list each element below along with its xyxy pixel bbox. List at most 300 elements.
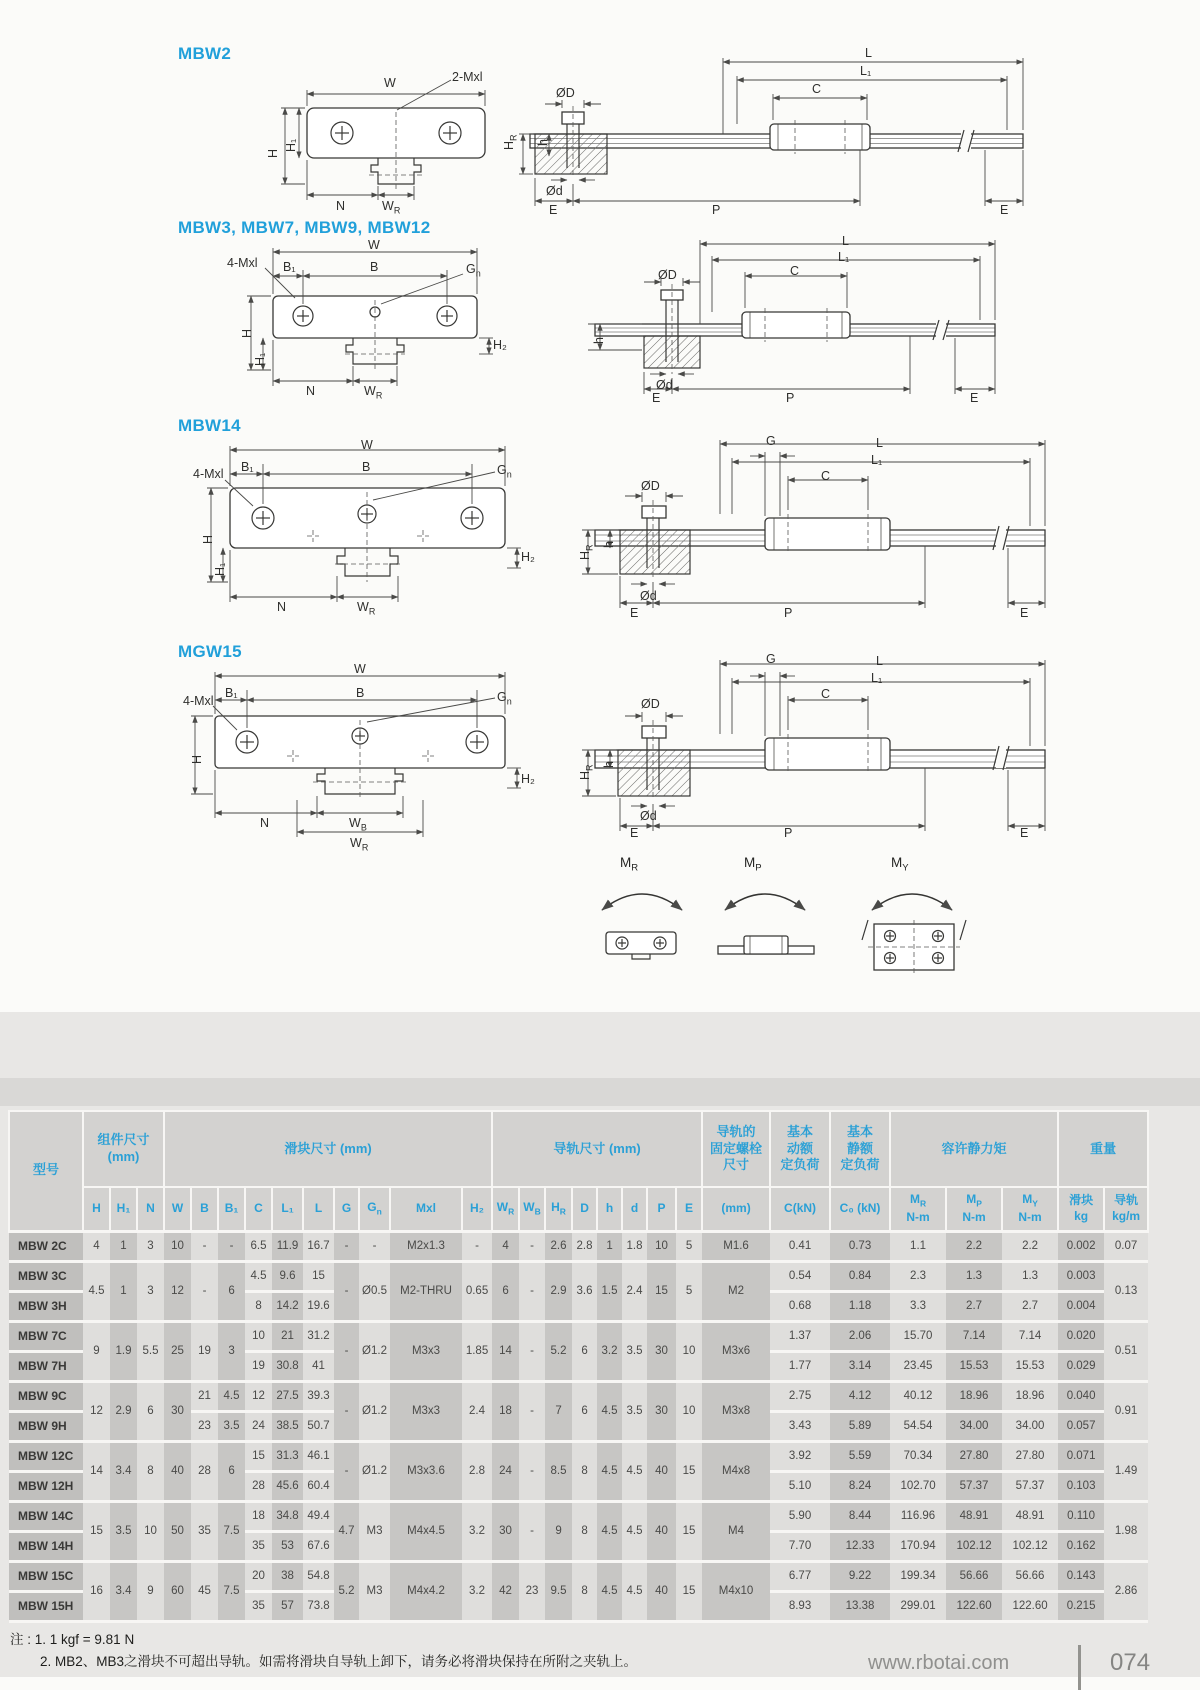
value-cell: 1.9 xyxy=(110,1321,137,1381)
col-header: H₁ xyxy=(110,1187,137,1231)
table-row xyxy=(9,1561,1148,1591)
value-cell: 170.94 xyxy=(890,1531,946,1561)
value-cell: 12.33 xyxy=(830,1531,890,1561)
value-cell: - xyxy=(462,1231,492,1261)
value-cell: 4.5 xyxy=(597,1441,622,1501)
table-row xyxy=(9,1261,1148,1291)
value-cell: 4.5 xyxy=(597,1501,622,1561)
dim-label: H₁ xyxy=(213,562,227,576)
note-line-1: 注 : 1. 1 kgf = 9.81 N xyxy=(10,1632,135,1647)
section-title-mbw3-group: MBW3, MBW7, MBW9, MBW12 xyxy=(178,218,431,237)
value-cell: 0.057 xyxy=(1058,1411,1104,1441)
value-cell: 16 xyxy=(83,1561,110,1621)
col-header-model: 型号 xyxy=(9,1111,83,1231)
table-top-strip xyxy=(0,1078,1200,1106)
dim-label: H xyxy=(190,754,204,764)
value-cell: 40 xyxy=(647,1561,676,1621)
value-cell: 0.41 xyxy=(770,1231,830,1261)
value-cell: 34.00 xyxy=(1002,1411,1058,1441)
value-cell: 122.60 xyxy=(946,1591,1002,1621)
value-cell: 5.5 xyxy=(137,1321,164,1381)
dim-label: N xyxy=(306,384,316,398)
spec-table-body xyxy=(9,1231,1148,1621)
value-cell: 12 xyxy=(83,1381,110,1441)
value-cell: 8.5 xyxy=(545,1441,572,1501)
col-header: C(kN) xyxy=(770,1187,830,1231)
table-row xyxy=(9,1231,1148,1261)
dim-label: h xyxy=(602,761,616,768)
value-cell: 5 xyxy=(676,1231,702,1261)
model-cell: MBW 3C xyxy=(9,1261,83,1291)
dim-label: P xyxy=(784,606,793,620)
col-header: B xyxy=(191,1187,218,1231)
spec-table-header xyxy=(9,1111,1148,1231)
value-cell: 2.9 xyxy=(110,1381,137,1441)
value-cell: M4x4.5 xyxy=(390,1501,462,1561)
value-cell: 199.34 xyxy=(890,1561,946,1591)
value-cell: 4.5 xyxy=(622,1561,647,1621)
value-cell: 15.53 xyxy=(1002,1351,1058,1381)
value-cell: M1.6 xyxy=(702,1231,770,1261)
value-cell: 12 xyxy=(164,1261,191,1321)
dim-label: L xyxy=(865,46,872,60)
dim-label: $H_R$ xyxy=(578,764,595,780)
value-cell: 15 xyxy=(676,1561,702,1621)
dim-label: C xyxy=(790,264,800,278)
value-cell: 38 xyxy=(272,1561,303,1591)
value-cell: 5.90 xyxy=(770,1501,830,1531)
mbw2-side-view-drawing xyxy=(515,50,1045,210)
dim-label: 4-Mxl xyxy=(193,467,224,481)
dim-label: $G_n$ xyxy=(497,690,512,707)
value-cell: 7 xyxy=(545,1381,572,1441)
value-cell: 116.96 xyxy=(890,1501,946,1531)
dim-label: $W_B$ xyxy=(349,816,367,833)
value-cell: 34.8 xyxy=(272,1501,303,1531)
value-cell: - xyxy=(519,1321,545,1381)
dim-label: E xyxy=(1000,203,1009,217)
value-cell: 9 xyxy=(545,1501,572,1561)
value-cell: 18 xyxy=(492,1381,519,1441)
value-cell: - xyxy=(218,1231,245,1261)
value-cell: 31.3 xyxy=(272,1441,303,1471)
value-cell: 1 xyxy=(597,1231,622,1261)
value-cell: 3.5 xyxy=(622,1321,647,1381)
value-cell: 7.5 xyxy=(218,1501,245,1561)
dim-label: 4-Mxl xyxy=(227,256,258,270)
value-cell: Ø1.2 xyxy=(359,1441,390,1501)
value-cell: 15 xyxy=(83,1501,110,1561)
value-cell: 1 xyxy=(110,1261,137,1321)
value-cell: 8 xyxy=(572,1441,597,1501)
model-cell: MBW 12H xyxy=(9,1471,83,1501)
dim-label: $W_R$ xyxy=(350,836,369,853)
value-cell: 2.9 xyxy=(545,1261,572,1321)
value-cell: 6 xyxy=(572,1321,597,1381)
value-cell: 1.8 xyxy=(622,1231,647,1261)
col-header: D xyxy=(572,1187,597,1231)
value-cell: - xyxy=(191,1261,218,1321)
value-cell: 12 xyxy=(245,1381,272,1411)
value-cell: 56.66 xyxy=(1002,1561,1058,1591)
dim-label: G xyxy=(766,652,776,666)
dim-label: E xyxy=(630,606,639,620)
dim-label: N xyxy=(260,816,270,830)
mgw15-sv-body xyxy=(595,726,1045,796)
spec-table xyxy=(8,1110,1149,1623)
dim-label: H xyxy=(201,534,215,544)
value-cell: 102.12 xyxy=(946,1531,1002,1561)
value-cell: 0.65 xyxy=(462,1261,492,1321)
dim-label: W xyxy=(384,76,396,90)
value-cell: 40 xyxy=(647,1441,676,1501)
dim-label: W xyxy=(361,438,373,452)
value-cell: 30 xyxy=(492,1501,519,1561)
value-cell: 50 xyxy=(164,1501,191,1561)
value-cell: 56.66 xyxy=(946,1561,1002,1591)
value-cell: 9 xyxy=(83,1321,110,1381)
model-cell: MBW 3H xyxy=(9,1291,83,1321)
value-cell: 6 xyxy=(492,1261,519,1321)
table-row xyxy=(9,1441,1148,1471)
moment-mr-arrow xyxy=(592,876,692,918)
value-cell: - xyxy=(334,1381,359,1441)
dim-label: $G_n$ xyxy=(466,262,481,279)
dim-label: P xyxy=(786,391,795,405)
dim-label: H₂ xyxy=(493,338,507,352)
group-header-dynamic-load: 基本 动额 定负荷 xyxy=(770,1111,830,1187)
value-cell: M2 xyxy=(702,1261,770,1321)
value-cell: M3 xyxy=(359,1501,390,1561)
mbw14-cs-body xyxy=(230,488,505,576)
dim-label: 4-Mxl xyxy=(183,694,214,708)
value-cell: 4 xyxy=(83,1231,110,1261)
dim-label: $G_n$ xyxy=(497,463,512,480)
value-cell: 3.5 xyxy=(110,1501,137,1561)
dim-label: B₁ xyxy=(283,260,296,274)
value-cell: 1 xyxy=(110,1231,137,1261)
value-cell: 30 xyxy=(647,1381,676,1441)
dim-label: Ød xyxy=(546,184,563,198)
value-cell: 54.8 xyxy=(303,1561,334,1591)
dim-label: ØD xyxy=(641,697,660,711)
mbw3-side-view-drawing xyxy=(580,232,1000,397)
value-cell: 15 xyxy=(676,1441,702,1501)
value-cell: Ø1.2 xyxy=(359,1321,390,1381)
group-header-block: 滑块尺寸 (mm) xyxy=(164,1111,492,1187)
col-header: $W_R$ xyxy=(492,1187,519,1231)
value-cell: 2.7 xyxy=(946,1291,1002,1321)
value-cell: 35 xyxy=(245,1531,272,1561)
value-cell: 7.5 xyxy=(218,1561,245,1621)
dim-label: B xyxy=(370,260,379,274)
value-cell: 15.53 xyxy=(946,1351,1002,1381)
value-cell: 10 xyxy=(676,1321,702,1381)
col-header: G xyxy=(334,1187,359,1231)
value-cell: 2.4 xyxy=(462,1381,492,1441)
value-cell: 5.89 xyxy=(830,1411,890,1441)
model-cell: MBW 15H xyxy=(9,1591,83,1621)
value-cell: 25 xyxy=(164,1321,191,1381)
value-cell: 3.3 xyxy=(890,1291,946,1321)
value-cell: 1.37 xyxy=(770,1321,830,1351)
value-cell: 0.110 xyxy=(1058,1501,1104,1531)
value-cell: 27.5 xyxy=(272,1381,303,1411)
value-cell: 46.1 xyxy=(303,1441,334,1471)
value-cell: 2.2 xyxy=(946,1231,1002,1261)
value-cell: 9.5 xyxy=(545,1561,572,1621)
value-cell: 8.93 xyxy=(770,1591,830,1621)
value-cell: 31.2 xyxy=(303,1321,334,1351)
model-cell: MBW 12C xyxy=(9,1441,83,1471)
value-cell: 11.9 xyxy=(272,1231,303,1261)
value-cell: 14 xyxy=(83,1441,110,1501)
value-cell: 24 xyxy=(245,1411,272,1441)
value-cell: 28 xyxy=(245,1471,272,1501)
value-cell: 19 xyxy=(245,1351,272,1381)
value-cell: 27.80 xyxy=(946,1441,1002,1471)
model-cell: MBW 2C xyxy=(9,1231,83,1261)
dim-label: E xyxy=(549,203,558,217)
value-cell: - xyxy=(334,1321,359,1381)
value-cell: 4.5 xyxy=(597,1381,622,1441)
col-header: W xyxy=(164,1187,191,1231)
dim-label: Ød xyxy=(640,589,657,603)
value-cell: 6 xyxy=(218,1441,245,1501)
value-cell: 3.4 xyxy=(110,1441,137,1501)
value-cell: Ø0.5 xyxy=(359,1261,390,1321)
dim-label: H₂ xyxy=(521,550,535,564)
value-cell: - xyxy=(519,1261,545,1321)
model-cell: MBW 9H xyxy=(9,1411,83,1441)
value-cell: 38.5 xyxy=(272,1411,303,1441)
dim-label: L xyxy=(842,234,849,248)
value-cell: 40 xyxy=(647,1501,676,1561)
col-header: N xyxy=(137,1187,164,1231)
col-header: $M_Y$ N-m xyxy=(1002,1187,1058,1231)
value-cell: 6.77 xyxy=(770,1561,830,1591)
note-line-2: 2. MB2、MB3之滑块不可超出导轨。如需将滑块自导轨上卸下，请务必将滑块保持在所附之夹轨上。 xyxy=(40,1654,638,1669)
table-row xyxy=(9,1381,1148,1411)
value-cell: 2.75 xyxy=(770,1381,830,1411)
value-cell: 28 xyxy=(191,1441,218,1501)
value-cell: 4.5 xyxy=(83,1261,110,1321)
value-cell: M4x4.2 xyxy=(390,1561,462,1621)
dim-label: W xyxy=(354,662,366,676)
col-header: C₀ (kN) xyxy=(830,1187,890,1231)
value-cell: 54.54 xyxy=(890,1411,946,1441)
value-cell: 0.143 xyxy=(1058,1561,1104,1591)
value-cell: 0.029 xyxy=(1058,1351,1104,1381)
model-cell: MBW 9C xyxy=(9,1381,83,1411)
value-cell: 15.70 xyxy=(890,1321,946,1351)
value-cell: - xyxy=(519,1501,545,1561)
value-cell: 4.12 xyxy=(830,1381,890,1411)
col-header: P xyxy=(647,1187,676,1231)
dim-label: h xyxy=(602,541,616,548)
value-cell: M2x1.3 xyxy=(390,1231,462,1261)
dim-label: Ød xyxy=(656,378,673,392)
model-cell: MBW 14H xyxy=(9,1531,83,1561)
value-cell: 9.22 xyxy=(830,1561,890,1591)
value-cell: 45 xyxy=(191,1561,218,1621)
col-header: $M_R$ N-m xyxy=(890,1187,946,1231)
dim-label: L₁ xyxy=(871,453,883,467)
mbw2-sv-body xyxy=(530,112,1023,174)
value-cell: 14 xyxy=(492,1321,519,1381)
value-cell: 2.06 xyxy=(830,1321,890,1351)
value-cell: 10 xyxy=(137,1501,164,1561)
value-cell: 42 xyxy=(492,1561,519,1621)
table-row xyxy=(9,1321,1148,1351)
value-cell: 0.020 xyxy=(1058,1321,1104,1351)
model-cell: MBW 14C xyxy=(9,1501,83,1531)
dim-label: L₁ xyxy=(838,250,850,264)
moment-my-label: $M_Y$ xyxy=(891,855,909,874)
value-cell: 9.6 xyxy=(272,1261,303,1291)
group-header-static-load: 基本 静额 定负荷 xyxy=(830,1111,890,1187)
value-cell: 19.6 xyxy=(303,1291,334,1321)
dim-label: W xyxy=(368,238,380,252)
col-header: L₁ xyxy=(272,1187,303,1231)
value-cell: 50.7 xyxy=(303,1411,334,1441)
value-cell: 4.5 xyxy=(597,1561,622,1621)
value-cell: 122.60 xyxy=(1002,1591,1058,1621)
value-cell: 15 xyxy=(647,1261,676,1321)
value-cell: 4.5 xyxy=(218,1381,245,1411)
value-cell: 18.96 xyxy=(946,1381,1002,1411)
table-row xyxy=(9,1501,1148,1531)
dim-label: E xyxy=(1020,826,1029,840)
value-cell: 2.86 xyxy=(1104,1561,1148,1621)
dim-label: H₁ xyxy=(284,138,298,152)
value-cell: 18 xyxy=(245,1501,272,1531)
value-cell: 8 xyxy=(137,1441,164,1501)
value-cell: 34.00 xyxy=(946,1411,1002,1441)
section-title-mgw15: MGW15 xyxy=(178,642,242,661)
value-cell: 5 xyxy=(676,1261,702,1321)
value-cell: 1.18 xyxy=(830,1291,890,1321)
value-cell: 2.4 xyxy=(622,1261,647,1321)
value-cell: 10 xyxy=(245,1321,272,1351)
value-cell: 299.01 xyxy=(890,1591,946,1621)
value-cell: 5.59 xyxy=(830,1441,890,1471)
value-cell: 4.7 xyxy=(334,1501,359,1561)
value-cell: 3.2 xyxy=(462,1501,492,1561)
value-cell: 0.162 xyxy=(1058,1531,1104,1561)
col-header: H xyxy=(83,1187,110,1231)
dim-label: Ød xyxy=(640,809,657,823)
value-cell: Ø1.2 xyxy=(359,1381,390,1441)
value-cell: 24 xyxy=(492,1441,519,1501)
dim-label: C xyxy=(812,82,822,96)
col-header: H₂ xyxy=(462,1187,492,1231)
dim-label: E xyxy=(970,391,979,405)
value-cell: 0.215 xyxy=(1058,1591,1104,1621)
value-cell: 7.14 xyxy=(1002,1321,1058,1351)
value-cell: 0.004 xyxy=(1058,1291,1104,1321)
value-cell: 1.49 xyxy=(1104,1441,1148,1501)
value-cell: 4.5 xyxy=(245,1261,272,1291)
value-cell: 7.14 xyxy=(946,1321,1002,1351)
dim-label: 2-Mxl xyxy=(452,70,483,84)
value-cell: 15 xyxy=(303,1261,334,1291)
value-cell: M3x3 xyxy=(390,1381,462,1441)
value-cell: 0.071 xyxy=(1058,1441,1104,1471)
value-cell: - xyxy=(519,1231,545,1261)
value-cell: 0.103 xyxy=(1058,1471,1104,1501)
value-cell: 27.80 xyxy=(1002,1441,1058,1471)
value-cell: M4x8 xyxy=(702,1441,770,1501)
model-cell: MBW 7C xyxy=(9,1321,83,1351)
footer-website: www.rbotai.com xyxy=(868,1652,1010,1674)
value-cell: 23 xyxy=(519,1561,545,1621)
dim-label: H xyxy=(266,148,280,158)
value-cell: 1.77 xyxy=(770,1351,830,1381)
col-header: h xyxy=(597,1187,622,1231)
value-cell: 23.45 xyxy=(890,1351,946,1381)
moment-mp-block-icon xyxy=(714,928,818,964)
value-cell: 102.70 xyxy=(890,1471,946,1501)
value-cell: 1.3 xyxy=(946,1261,1002,1291)
value-cell: 0.68 xyxy=(770,1291,830,1321)
dim-label: $W_R$ xyxy=(357,600,376,617)
value-cell: 8 xyxy=(572,1561,597,1621)
value-cell: 14.2 xyxy=(272,1291,303,1321)
value-cell: 3.14 xyxy=(830,1351,890,1381)
value-cell: 102.12 xyxy=(1002,1531,1058,1561)
value-cell: 0.13 xyxy=(1104,1261,1148,1321)
col-header: 导轨 kg/m xyxy=(1104,1187,1148,1231)
group-header-bolt: 导轨的 固定螺栓 尺寸 xyxy=(702,1111,770,1187)
value-cell: 0.003 xyxy=(1058,1261,1104,1291)
dim-label: L₁ xyxy=(871,671,883,685)
value-cell: 5.10 xyxy=(770,1471,830,1501)
value-cell: 15 xyxy=(676,1501,702,1561)
moment-mp-label: $M_P$ xyxy=(744,855,762,874)
mbw14-sv-body xyxy=(595,506,1045,574)
value-cell: 45.6 xyxy=(272,1471,303,1501)
value-cell: 9 xyxy=(137,1561,164,1621)
dim-label: B₁ xyxy=(225,686,238,700)
moment-my-block-icon xyxy=(858,916,970,978)
dim-label: B xyxy=(362,460,371,474)
value-cell: M3x3 xyxy=(390,1321,462,1381)
col-header: $M_P$ N-m xyxy=(946,1187,1002,1231)
dim-label: E xyxy=(630,826,639,840)
value-cell: M3x3.6 xyxy=(390,1441,462,1501)
dim-label: ØD xyxy=(556,86,575,100)
value-cell: 3 xyxy=(137,1231,164,1261)
value-cell: 3 xyxy=(218,1321,245,1381)
value-cell: 39.3 xyxy=(303,1381,334,1411)
dim-label: L₁ xyxy=(860,64,872,78)
value-cell: 1.1 xyxy=(890,1231,946,1261)
dim-label: B xyxy=(356,686,365,700)
value-cell: 35 xyxy=(245,1591,272,1621)
col-header: d xyxy=(622,1187,647,1231)
value-cell: 30 xyxy=(164,1381,191,1441)
value-cell: 2.6 xyxy=(545,1231,572,1261)
group-header-rail: 导轨尺寸 (mm) xyxy=(492,1111,702,1187)
value-cell: 3.2 xyxy=(597,1321,622,1381)
value-cell: 57 xyxy=(272,1591,303,1621)
value-cell: 8.44 xyxy=(830,1501,890,1531)
value-cell: 2.8 xyxy=(462,1441,492,1501)
value-cell: 0.73 xyxy=(830,1231,890,1261)
value-cell: 6 xyxy=(572,1381,597,1441)
value-cell: 73.8 xyxy=(303,1591,334,1621)
